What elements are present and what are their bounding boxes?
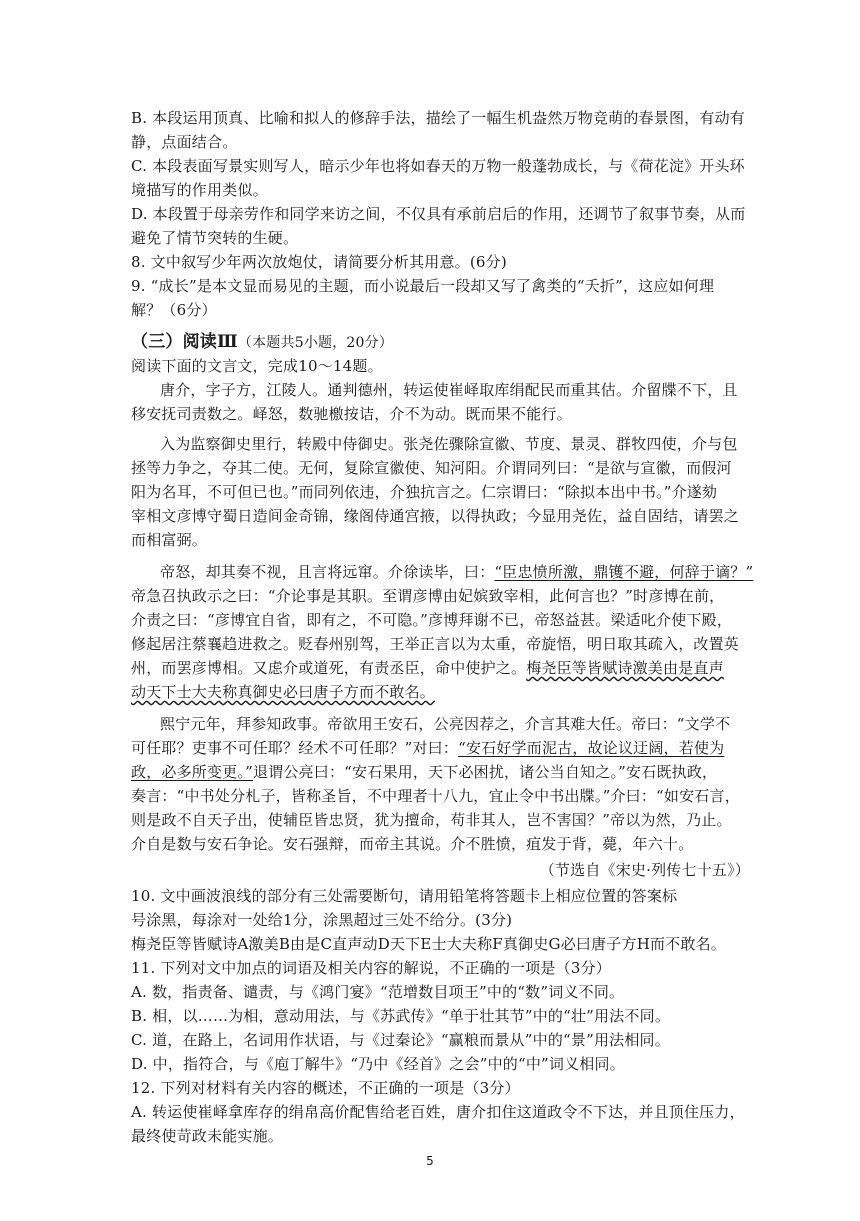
question-11-option-c: C. 道，在路上，名词用作状语，与《过秦论》“赢粮而景从”中的“景”用法相同。	[131, 1031, 670, 1049]
underlined-quote-1: “臣忠愤所激，鼎镬不避，何辞于谪？”	[494, 563, 754, 581]
section-note: （本题共5小题，20分）	[237, 335, 394, 351]
option-b-line1: B. 本段运用顶真、比喻和拟人的修辞手法，描绘了一幅生机盎然万物竞萌的春景图，有动有	[131, 109, 745, 127]
question-12: 12. 下列对材料有关内容的概述，不正确的一项是（3分）	[131, 1079, 520, 1097]
option-c-line2: 境描写的作用类似。	[131, 181, 268, 199]
question-11: 11. 下列对文中加点的词语及相关内容的解说，不正确的一项是（3分）	[131, 959, 611, 977]
question-10-options: 梅尧臣等皆赋诗A激美B由是C直声动D天下E士大夫称F真御史G必曰唐子方H而不敢名。	[131, 935, 726, 953]
passage-p4-line3	[131, 760, 741, 784]
passage-p2-line5: 而相富弼。	[131, 531, 208, 549]
passage-p4-text: 退谓公亮曰：“安石果用，天下必困扰，诸公当自知之。”安石既执政，	[252, 763, 718, 781]
section-heading: （三）阅读Ⅲ	[131, 332, 238, 352]
passage-p3-line6	[131, 680, 741, 704]
question-12-option-a-line1: A. 转运使崔峄拿库存的绢帛高价配售给老百姓，唐介扣住这道政令不下达，并且顶住压力，	[131, 1103, 745, 1121]
question-11-option-a: A. 数，指责备、谴责，与《鸿门宴》“范增数目项王”中的“数”词义不同。	[131, 983, 625, 1001]
question-9-line2: 解？（6分）	[131, 301, 217, 319]
underlined-quote-2a: “安石好学而泥古，故论议迂阔，若使为	[458, 739, 725, 757]
option-c-line1: C. 本段表面写景实则写人，暗示少年也将如春天的万物一般蓬勃成长，与《荷花淀》开头环	[131, 157, 745, 175]
option-d-line2: 避免了情节突转的生硬。	[131, 229, 299, 247]
passage-p4-text: 可任耶？吏事不可任耶？经术不可任耶？”对曰：	[131, 739, 459, 757]
passage-p2-line1: 入为监察御史里行，转殿中侍御史。张尧佐骤除宣徽、节度、景灵、群牧四使，介与包	[160, 435, 738, 453]
passage-p2-line3: 阳为名耳，不可但已也。”而同列依违，介独抗言之。仁宗谓曰：“除拟本出中书。”介遂劾	[131, 483, 718, 501]
section-title	[131, 330, 741, 355]
passage-p2-line4: 宰相文彦博守蜀日造间金奇锦，缘阁侍通宫掖，以得执政；今显用尧佐，益自固结，请罢之	[131, 507, 740, 525]
passage-p4-line1: 熙宁元年，拜参知政事。帝欲用王安石，公亮因荐之，介言其难大任。帝曰：“文学不	[160, 715, 731, 733]
option-b-line2: 静，点面结合。	[131, 133, 238, 151]
question-9-line1: 9. “成长”是本文显而易见的主题，而小说最后一段却又写了禽类的“夭折”，这应如何理	[131, 277, 715, 295]
underlined-quote-2b: 政，必多所变更。”	[131, 763, 253, 781]
passage-p1-line2: 移安抚司责数之。峄怒，数驰檄按诘，介不为动。既而果不能行。	[131, 405, 572, 423]
passage-p3-line2: 帝急召执政示之曰：“介论事是其职。至谓彦博由妃嫔致宰相，此何言也？”时彦博在前，	[131, 587, 725, 605]
question-11-option-b: B. 相，以……为相，意动用法，与《苏武传》“单于壮其节”中的“壮”用法不同。	[131, 1007, 671, 1025]
page-number: 5	[426, 1154, 434, 1168]
wavy-underline-part2: 动天下士大夫称真御史必曰唐子方而不敢名。	[131, 683, 436, 701]
question-8: 8. 文中叙写少年两次放炮仗，请简要分析其用意。(6分)	[131, 253, 507, 271]
passage-p3-line5	[131, 656, 741, 680]
passage-p4-line5: 则是政不自天子出，使辅臣皆忠贤，犹为擅命，苟非其人，岂不害国？”帝以为然，乃止。	[131, 811, 732, 829]
passage-p2-line2: 拯等力争之，夺其二使。无何，复除宣徽使、知河阳。介谓同列曰：“是欲与宣徽，而假河	[131, 459, 732, 477]
question-12-option-a-line2: 最终使苛政未能实施。	[131, 1127, 284, 1145]
question-10-line1: 10. 文中画波浪线的部分有三处需要断句，请用铅笔将答题卡上相应位置的答案标	[131, 887, 678, 905]
question-11-option-d: D. 中，指符合，与《庖丁解牛》“乃中《经首》之会”中的“中”词义相同。	[131, 1055, 625, 1073]
reading-intro: 阅读下面的文言文，完成10～14题。	[131, 357, 383, 375]
option-d-line1: D. 本段置于母亲劳作和同学来访之间，不仅具有承前启后的作用，还调节了叙事节奏，从而	[131, 205, 746, 223]
passage-p3-text: 州，而罢彦博相。又虑介或道死，有责丞臣，命中使护之。	[131, 659, 527, 677]
passage-p4-line6: 介自是数与安石争论。安石强辩，而帝主其说。介不胜愤，疽发于背，薨，年六十。	[131, 835, 694, 853]
passage-p4-line2	[131, 736, 741, 760]
passage-p4-line4: 奏言：“中书处分札子，皆称圣旨，不中理者十八九，宜止令中书出牒。”介曰：“如安石言，	[131, 787, 740, 805]
passage-p3-line1	[160, 560, 754, 584]
passage-p3-line3: 介责之曰：“彦博宜自省，即有之，不可隐。”彦博拜谢不已，帝怒益甚。梁适叱介使下殿，	[131, 611, 733, 629]
passage-source: （节选自《宋史·列传七十五》）	[539, 861, 750, 879]
passage-p3-line4: 修起居注蔡襄趋进救之。贬春州别驾，王举正言以为太重，帝旋悟，明日取其疏入，改置英	[131, 635, 740, 653]
question-10-line2: 号涂黑，每涂对一处给1分，涂黑超过三处不给分。(3分)	[131, 911, 513, 929]
passage-p3-text: 帝怒，却其奏不视，且言将远窜。介徐读毕，曰：	[160, 563, 495, 581]
passage-p1-line1: 唐介，字子方，江陵人。通判德州，转运使崔峄取库绢配民而重其估。介留牒不下，且	[160, 381, 738, 399]
wavy-underline-part1: 梅尧臣等皆赋诗激美由是直声	[526, 659, 724, 677]
